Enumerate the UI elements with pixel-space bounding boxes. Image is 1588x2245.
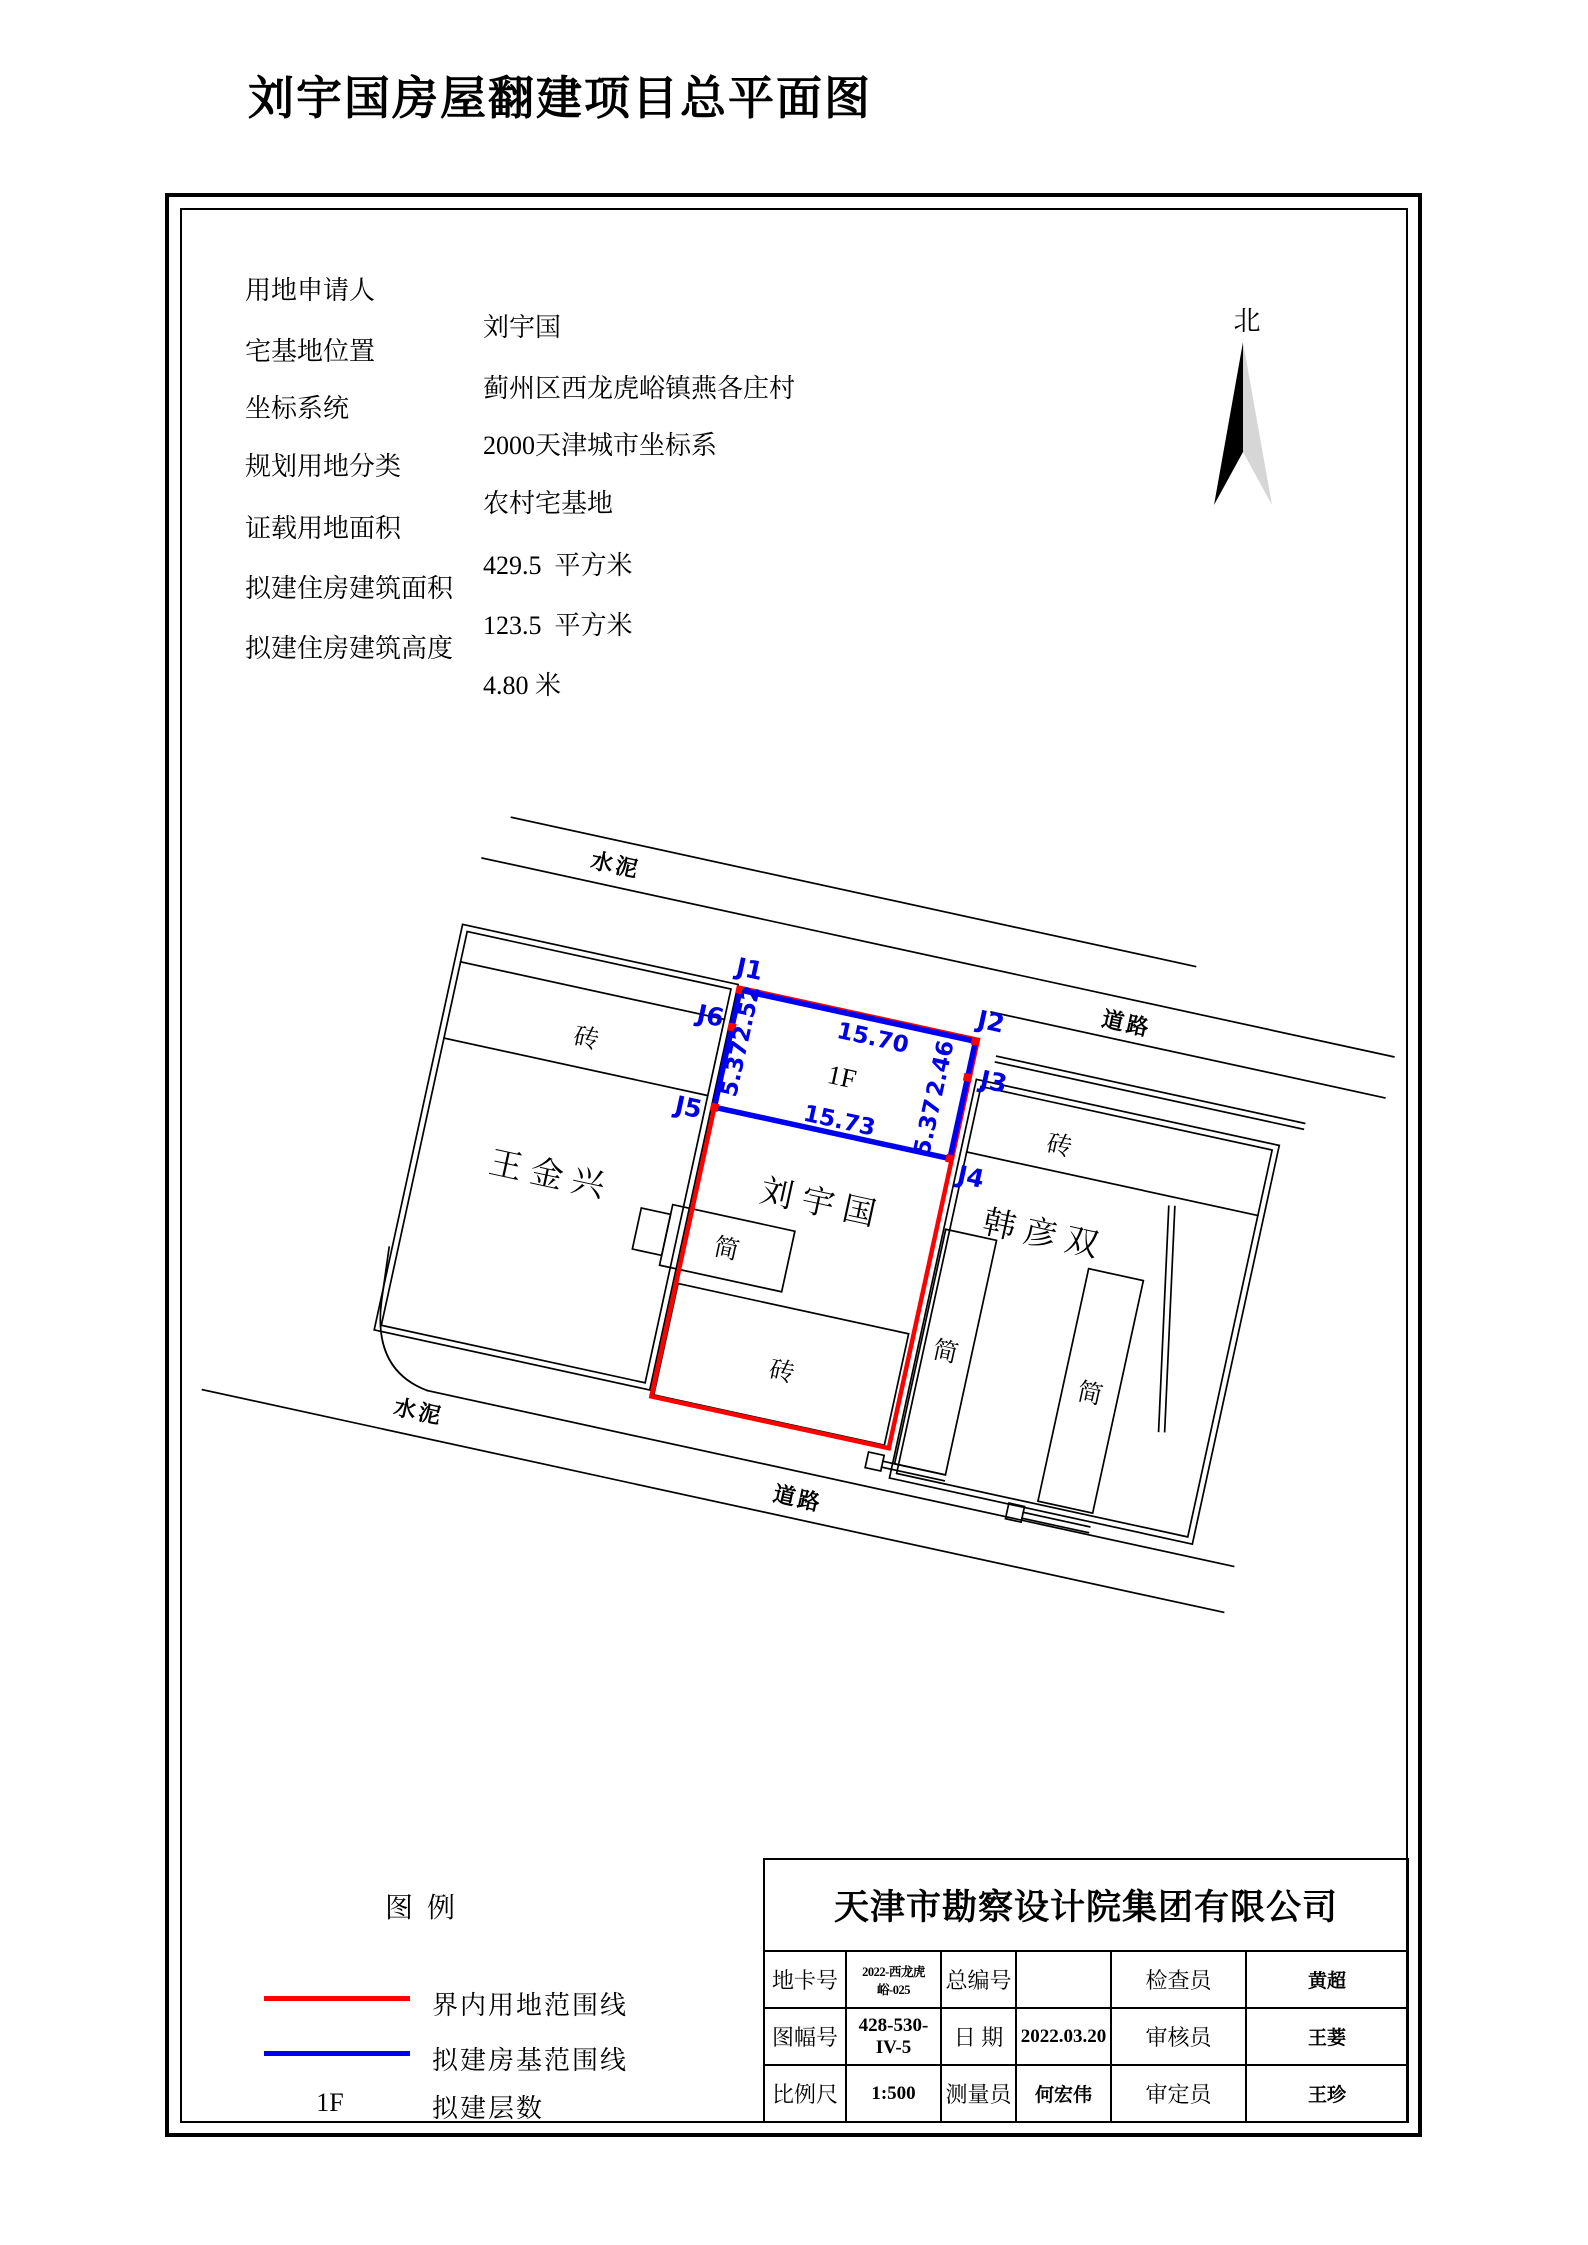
gate-post — [865, 1452, 884, 1471]
field-label: 日 期 — [941, 2008, 1016, 2065]
field-value: 428-530-IV-5 — [846, 2008, 941, 2065]
field-label: 检查员 — [1111, 1951, 1246, 2008]
shed-building-lip — [632, 1208, 670, 1255]
point-label: J2 — [974, 1004, 1008, 1039]
field-value — [1016, 1951, 1111, 2008]
fence-line — [996, 1062, 1304, 1129]
fence-line — [1128, 1207, 1212, 1432]
dimension-bottom: 15.73 — [801, 1100, 878, 1142]
parcel-left — [374, 924, 738, 1390]
info-value: 农村宅基地 — [483, 489, 614, 518]
info-label: 拟建住房建筑面积 — [245, 574, 454, 603]
dimension-right-upper: 2.46 — [922, 1038, 960, 1100]
legend-red-line-sample — [264, 1996, 410, 2001]
field-label: 地卡号 — [764, 1951, 846, 2008]
field-label: 审定员 — [1111, 2065, 1246, 2122]
legend-title: 图 例 — [384, 1893, 455, 1924]
info-label: 宅基地位置 — [245, 337, 376, 366]
dimension-right-lower: 5.37 — [909, 1096, 947, 1158]
legend-blue-line-sample — [264, 2051, 410, 2056]
brick-label: 砖 — [1043, 1130, 1075, 1162]
field-value: 2022-西龙虎峪-025 — [846, 1951, 941, 2008]
company-name: 天津市勘察设计院集团有限公司 — [764, 1859, 1408, 1951]
field-value: 王珍 — [1246, 2065, 1408, 2122]
north-arrow-dark-half — [1214, 342, 1243, 505]
owner-center-label: 刘宇国 — [756, 1173, 888, 1236]
parcel-left-outer — [374, 924, 738, 1390]
legend-floors-label: 拟建层数 — [432, 2094, 545, 2123]
parcel-left-inner — [381, 932, 731, 1383]
fence-line — [1121, 1206, 1205, 1431]
fence-line — [1022, 1518, 1088, 1532]
simple-label: 简 — [930, 1336, 961, 1369]
field-value: 1:500 — [846, 2065, 941, 2122]
info-label: 证载用地面积 — [245, 514, 402, 543]
point-label: J5 — [672, 1090, 705, 1125]
point-label: J4 — [954, 1159, 987, 1194]
road-line — [512, 817, 1196, 966]
north-arrow — [1214, 306, 1272, 505]
road-line — [203, 1390, 1224, 1613]
brick-label: 砖 — [766, 1356, 797, 1388]
field-value: 王菨 — [1246, 2008, 1408, 2065]
owner-left-label: 王金兴 — [485, 1145, 617, 1208]
point-marker-J2 — [971, 1037, 981, 1047]
info-value: 刘宇国 — [483, 313, 562, 342]
field-value: 何宏伟 — [1016, 2065, 1111, 2122]
floors-label: 1F — [824, 1058, 860, 1095]
road-line — [991, 1012, 1385, 1098]
owner-right-label: 韩彦双 — [979, 1204, 1111, 1267]
field-label: 审核员 — [1111, 2008, 1246, 2065]
north-label: 北 — [1233, 306, 1261, 336]
point-marker-J3 — [963, 1073, 973, 1083]
road-label-road-bottom: 道路 — [770, 1480, 826, 1517]
road-label-cement-top: 水泥 — [588, 847, 643, 883]
point-label: J3 — [977, 1064, 1010, 1099]
field-label: 总编号 — [941, 1951, 1016, 2008]
info-value: 2000天津城市坐标系 — [483, 431, 718, 460]
brick-label: 砖 — [570, 1022, 602, 1055]
point-marker-J4 — [945, 1154, 955, 1164]
field-label: 测量员 — [941, 2065, 1016, 2122]
page-title: 刘宇国房屋翻建项目总平面图 — [248, 73, 872, 124]
point-label: J6 — [694, 998, 727, 1033]
parcel-center-buildings — [603, 1198, 925, 1445]
point-label: J1 — [733, 952, 766, 987]
building-line — [461, 962, 725, 1020]
legend-blue-label: 拟建房基范围线 — [432, 2046, 629, 2075]
plan-rotated-group — [203, 779, 1404, 1622]
north-arrow-light-half — [1243, 342, 1272, 505]
road-label-cement-bottom: 水泥 — [391, 1394, 446, 1430]
road-curve — [361, 1247, 456, 1390]
road-label-road-top: 道路 — [1099, 1006, 1154, 1042]
title-block-table — [763, 1858, 1409, 2123]
field-value: 黄超 — [1246, 1951, 1408, 2008]
info-label: 规划用地分类 — [245, 452, 402, 481]
field-value: 2022.03.20 — [1016, 2008, 1111, 2065]
dimension-left-upper: 2.52 — [728, 983, 766, 1045]
info-value: 4.80 米 — [483, 671, 562, 700]
legend-floors-sample: 1F — [316, 2088, 344, 2117]
dimension-top: 15.70 — [834, 1017, 912, 1059]
field-label: 图幅号 — [764, 2008, 846, 2065]
road-line — [427, 1391, 1233, 1567]
info-label: 坐标系统 — [245, 394, 350, 423]
dimension-left-lower: 5.37 — [716, 1038, 754, 1100]
simple-label: 简 — [1074, 1378, 1105, 1411]
field-label: 比例尺 — [764, 2065, 846, 2122]
point-marker-J5 — [710, 1102, 720, 1112]
info-label: 用地申请人 — [245, 276, 376, 305]
info-value: 蓟州区西龙虎峪镇燕各庄村 — [483, 374, 796, 403]
building-line — [967, 1152, 1258, 1215]
simple-label: 简 — [711, 1233, 742, 1266]
road-line — [482, 858, 1394, 1057]
info-label: 拟建住房建筑高度 — [245, 634, 454, 663]
fence-line — [997, 1056, 1305, 1123]
info-value: 429.5 平方米 — [483, 551, 633, 580]
legend-red-label: 界内用地范围线 — [432, 1991, 629, 2020]
parcel-right-outer — [889, 1079, 1279, 1544]
info-value: 123.5 平方米 — [483, 611, 633, 640]
